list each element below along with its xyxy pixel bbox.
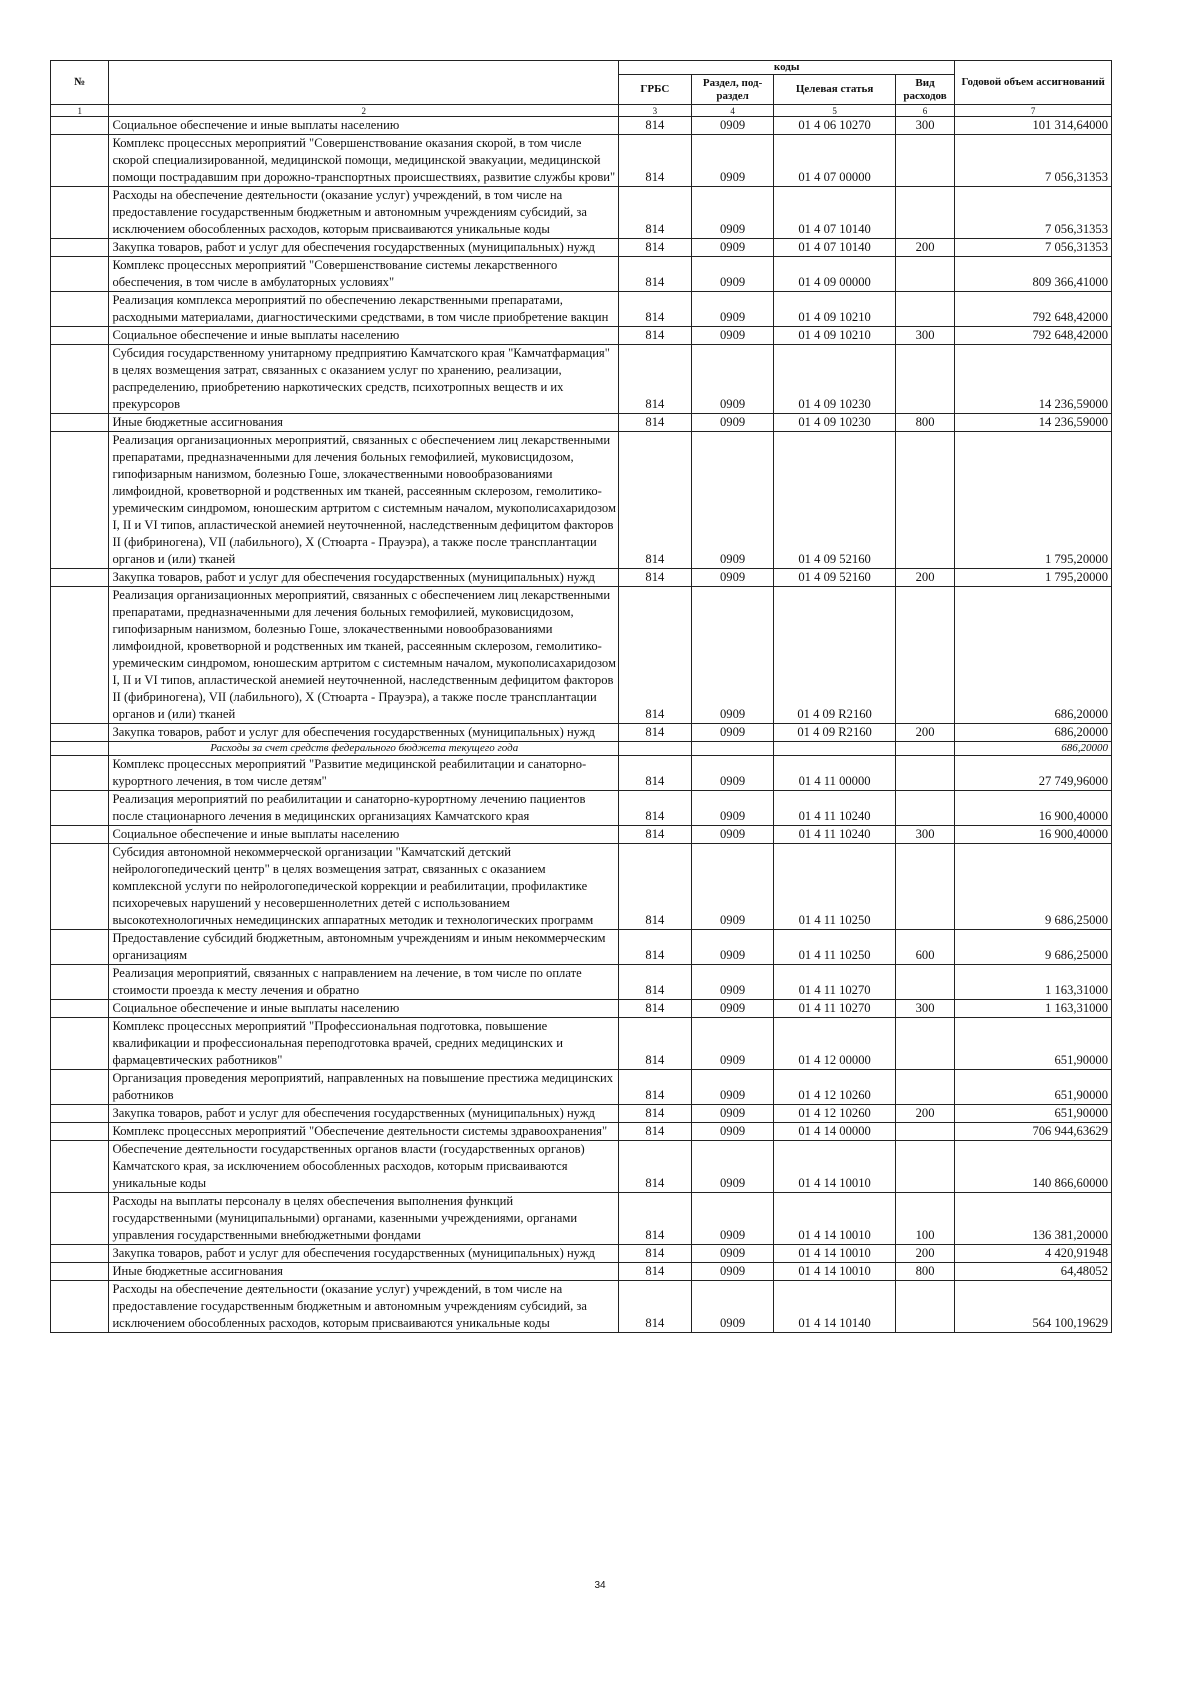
row-target: 01 4 09 10230 xyxy=(774,345,895,414)
col-number: 5 xyxy=(774,105,895,117)
table-row xyxy=(51,327,1112,345)
row-grbs: 814 xyxy=(618,756,691,791)
row-grbs: 814 xyxy=(618,826,691,844)
row-kind: 300 xyxy=(895,327,955,345)
col-number: 4 xyxy=(691,105,774,117)
col-number: 1 xyxy=(51,105,109,117)
row-target: 01 4 07 00000 xyxy=(774,135,895,187)
row-section: 0909 xyxy=(691,345,774,414)
row-grbs: 814 xyxy=(618,327,691,345)
row-grbs: 814 xyxy=(618,587,691,724)
row-section: 0909 xyxy=(691,1123,774,1141)
row-section: 0909 xyxy=(691,239,774,257)
row-num xyxy=(51,756,109,791)
row-name: Закупка товаров, работ и услуг для обеспечения государственных (муниципальных) нужд xyxy=(109,724,619,742)
row-target: 01 4 09 R2160 xyxy=(774,724,895,742)
row-target: 01 4 06 10270 xyxy=(774,117,895,135)
row-kind: 200 xyxy=(895,239,955,257)
row-kind: 100 xyxy=(895,1193,955,1245)
table-row xyxy=(51,965,1112,1000)
row-kind: 200 xyxy=(895,724,955,742)
header-target: Целевая статья xyxy=(774,75,895,105)
row-target: 01 4 11 10250 xyxy=(774,930,895,965)
col-number: 2 xyxy=(109,105,619,117)
header-annual: Годовой объем ассигнований xyxy=(955,61,1112,105)
row-name: Реализация комплекса мероприятий по обеспечению лекарственными препаратами, расходными материалами, диагностическими средствами, в том числе приобретение вакцин xyxy=(109,292,619,327)
row-kind xyxy=(895,135,955,187)
row-name: Социальное обеспечение и иные выплаты населению xyxy=(109,1000,619,1018)
row-amount: 651,90000 xyxy=(955,1018,1112,1070)
row-kind xyxy=(895,1123,955,1141)
budget-table-sheet xyxy=(50,60,1112,1333)
row-num xyxy=(51,1070,109,1105)
row-section: 0909 xyxy=(691,587,774,724)
row-kind: 200 xyxy=(895,1245,955,1263)
row-target: 01 4 14 10140 xyxy=(774,1281,895,1333)
row-num xyxy=(51,187,109,239)
row-section: 0909 xyxy=(691,930,774,965)
row-section: 0909 xyxy=(691,1263,774,1281)
row-target xyxy=(774,742,895,756)
row-num xyxy=(51,432,109,569)
row-kind xyxy=(895,187,955,239)
row-section: 0909 xyxy=(691,292,774,327)
row-target: 01 4 14 10010 xyxy=(774,1263,895,1281)
header-grbs: ГРБС xyxy=(618,75,691,105)
table-row xyxy=(51,756,1112,791)
row-grbs: 814 xyxy=(618,1070,691,1105)
row-amount: 651,90000 xyxy=(955,1105,1112,1123)
row-name: Комплекс процессных мероприятий "Развитие медицинской реабилитации и санаторно-курортного лечения, в том числе детям" xyxy=(109,756,619,791)
row-kind: 800 xyxy=(895,414,955,432)
row-name: Реализация мероприятий по реабилитации и санаторно-курортному лечению пациентов после стационарного лечения в медицинских организациях Камчатского края xyxy=(109,791,619,826)
row-section: 0909 xyxy=(691,791,774,826)
table-row xyxy=(51,117,1112,135)
row-amount: 4 420,91948 xyxy=(955,1245,1112,1263)
row-target: 01 4 11 10240 xyxy=(774,791,895,826)
row-section: 0909 xyxy=(691,1070,774,1105)
row-amount: 706 944,63629 xyxy=(955,1123,1112,1141)
table-row xyxy=(51,587,1112,724)
row-num xyxy=(51,135,109,187)
row-name: Субсидия государственному унитарному предприятию Камчатского края "Камчатфармация" в целях возмещения затрат, связанных с оказанием услуг по хранению, реализации, распределению, приобретению наркотических средств, психотропных веществ и их прекурсоров xyxy=(109,345,619,414)
table-row xyxy=(51,1018,1112,1070)
row-amount: 27 749,96000 xyxy=(955,756,1112,791)
row-kind xyxy=(895,965,955,1000)
row-name: Расходы на выплаты персоналу в целях обеспечения выполнения функций государственными (муниципальными) органами, казенными учреждениями, органами управления государственными внебюджетными фондами xyxy=(109,1193,619,1245)
row-amount: 686,20000 xyxy=(955,587,1112,724)
row-target: 01 4 11 10270 xyxy=(774,965,895,1000)
row-name: Иные бюджетные ассигнования xyxy=(109,414,619,432)
row-num xyxy=(51,117,109,135)
row-name: Обеспечение деятельности государственных органов власти (государственных органов) Камчатского края, за исключением обособленных расходов, которым присваиваются уникальные коды xyxy=(109,1141,619,1193)
row-target: 01 4 14 10010 xyxy=(774,1141,895,1193)
col-number: 7 xyxy=(955,105,1112,117)
row-name: Предоставление субсидий бюджетным, автономным учреждениям и иным некоммерческим организациям xyxy=(109,930,619,965)
col-number: 3 xyxy=(618,105,691,117)
row-amount: 792 648,42000 xyxy=(955,292,1112,327)
table-row xyxy=(51,414,1112,432)
row-name: Комплекс процессных мероприятий "Совершенствование системы лекарственного обеспечения, в том числе в амбулаторных условиях" xyxy=(109,257,619,292)
row-section xyxy=(691,742,774,756)
row-amount: 9 686,25000 xyxy=(955,930,1112,965)
row-num xyxy=(51,257,109,292)
row-amount: 1 795,20000 xyxy=(955,432,1112,569)
row-amount: 651,90000 xyxy=(955,1070,1112,1105)
header-codes: коды xyxy=(618,61,954,75)
table-row xyxy=(51,1193,1112,1245)
row-target: 01 4 09 52160 xyxy=(774,569,895,587)
row-kind xyxy=(895,844,955,930)
row-section: 0909 xyxy=(691,327,774,345)
row-section: 0909 xyxy=(691,257,774,292)
row-grbs: 814 xyxy=(618,1245,691,1263)
table-row xyxy=(51,1070,1112,1105)
row-amount: 1 795,20000 xyxy=(955,569,1112,587)
row-name: Организация проведения мероприятий, направленных на повышение престижа медицинских работников xyxy=(109,1070,619,1105)
row-name: Реализация мероприятий, связанных с направлением на лечение, в том числе по оплате стоимости проезда к месту лечения и обратно xyxy=(109,965,619,1000)
row-grbs: 814 xyxy=(618,1281,691,1333)
row-grbs: 814 xyxy=(618,1018,691,1070)
table-row xyxy=(51,930,1112,965)
row-target: 01 4 12 00000 xyxy=(774,1018,895,1070)
row-amount: 1 163,31000 xyxy=(955,965,1112,1000)
row-kind xyxy=(895,587,955,724)
row-grbs xyxy=(618,742,691,756)
row-section: 0909 xyxy=(691,1281,774,1333)
row-amount: 7 056,31353 xyxy=(955,135,1112,187)
row-amount: 14 236,59000 xyxy=(955,414,1112,432)
row-name: Социальное обеспечение и иные выплаты населению xyxy=(109,327,619,345)
table-row xyxy=(51,569,1112,587)
row-section: 0909 xyxy=(691,569,774,587)
row-num xyxy=(51,965,109,1000)
row-num xyxy=(51,1281,109,1333)
row-num xyxy=(51,569,109,587)
row-grbs: 814 xyxy=(618,791,691,826)
row-name: Комплекс процессных мероприятий "Совершенствование оказания скорой, в том числе скорой специализированной, медицинской помощи, медицинской эвакуации, медицинской помощи пострадавшим при дорожно-транспортных происшествиях, развитие службы крови" xyxy=(109,135,619,187)
row-amount: 686,20000 xyxy=(955,742,1112,756)
row-target: 01 4 11 00000 xyxy=(774,756,895,791)
header-kind: Вид расходов xyxy=(895,75,955,105)
row-target: 01 4 14 00000 xyxy=(774,1123,895,1141)
table-row xyxy=(51,1123,1112,1141)
table-row xyxy=(51,239,1112,257)
row-target: 01 4 09 10210 xyxy=(774,292,895,327)
row-target: 01 4 09 10210 xyxy=(774,327,895,345)
table-row xyxy=(51,257,1112,292)
row-section: 0909 xyxy=(691,135,774,187)
row-section: 0909 xyxy=(691,1018,774,1070)
row-section: 0909 xyxy=(691,187,774,239)
row-kind xyxy=(895,1141,955,1193)
row-num xyxy=(51,1018,109,1070)
row-grbs: 814 xyxy=(618,930,691,965)
row-num xyxy=(51,345,109,414)
row-amount: 9 686,25000 xyxy=(955,844,1112,930)
row-num xyxy=(51,414,109,432)
row-kind xyxy=(895,791,955,826)
table-row xyxy=(51,345,1112,414)
row-amount: 101 314,64000 xyxy=(955,117,1112,135)
row-num xyxy=(51,742,109,756)
table-row xyxy=(51,844,1112,930)
row-section: 0909 xyxy=(691,844,774,930)
table-row xyxy=(51,432,1112,569)
row-num xyxy=(51,292,109,327)
row-amount: 64,48052 xyxy=(955,1263,1112,1281)
row-grbs: 814 xyxy=(618,292,691,327)
table-row xyxy=(51,1281,1112,1333)
row-kind: 200 xyxy=(895,569,955,587)
row-kind xyxy=(895,345,955,414)
row-num xyxy=(51,1000,109,1018)
row-amount: 136 381,20000 xyxy=(955,1193,1112,1245)
table-row xyxy=(51,1263,1112,1281)
table-row xyxy=(51,187,1112,239)
row-section: 0909 xyxy=(691,756,774,791)
row-section: 0909 xyxy=(691,1245,774,1263)
row-num xyxy=(51,930,109,965)
row-target: 01 4 12 10260 xyxy=(774,1105,895,1123)
row-name: Комплекс процессных мероприятий "Обеспечение деятельности системы здравоохранения" xyxy=(109,1123,619,1141)
row-grbs: 814 xyxy=(618,724,691,742)
row-name: Закупка товаров, работ и услуг для обеспечения государственных (муниципальных) нужд xyxy=(109,569,619,587)
row-kind: 800 xyxy=(895,1263,955,1281)
row-num xyxy=(51,1141,109,1193)
row-amount: 140 866,60000 xyxy=(955,1141,1112,1193)
table-row xyxy=(51,1141,1112,1193)
row-grbs: 814 xyxy=(618,187,691,239)
row-amount: 564 100,19629 xyxy=(955,1281,1112,1333)
table-row xyxy=(51,826,1112,844)
table-row xyxy=(51,1000,1112,1018)
table-row xyxy=(51,135,1112,187)
row-name: Субсидия автономной некоммерческой организации "Камчатский детский нейрологопедический центр" в целях возмещения затрат, связанных с оказанием комплексной услуги по нейрологопедической коррекции и реабилитации, профилактике психоречевых нарушений у несовершеннолетних детей с использованием высокотехнологичных немедицинских аппаратных методик и технологических программ xyxy=(109,844,619,930)
row-target: 01 4 11 10240 xyxy=(774,826,895,844)
row-grbs: 814 xyxy=(618,1193,691,1245)
row-num xyxy=(51,239,109,257)
row-kind xyxy=(895,257,955,292)
row-kind: 600 xyxy=(895,930,955,965)
row-target: 01 4 11 10270 xyxy=(774,1000,895,1018)
header-section: Раздел, под- раздел xyxy=(691,75,774,105)
row-name: Расходы за счет средств федерального бюджета текущего года xyxy=(109,742,619,756)
row-section: 0909 xyxy=(691,414,774,432)
budget-table xyxy=(50,60,1112,1333)
row-section: 0909 xyxy=(691,1141,774,1193)
row-amount: 14 236,59000 xyxy=(955,345,1112,414)
row-num xyxy=(51,327,109,345)
row-grbs: 814 xyxy=(618,1141,691,1193)
row-section: 0909 xyxy=(691,965,774,1000)
row-kind: 300 xyxy=(895,117,955,135)
header-col-numbers xyxy=(51,105,1112,117)
row-amount: 7 056,31353 xyxy=(955,239,1112,257)
col-number: 6 xyxy=(895,105,955,117)
row-section: 0909 xyxy=(691,826,774,844)
row-num xyxy=(51,1105,109,1123)
row-kind xyxy=(895,742,955,756)
row-section: 0909 xyxy=(691,432,774,569)
row-grbs: 814 xyxy=(618,117,691,135)
row-section: 0909 xyxy=(691,1193,774,1245)
row-grbs: 814 xyxy=(618,432,691,569)
row-target: 01 4 09 00000 xyxy=(774,257,895,292)
header-name xyxy=(109,61,619,105)
row-name: Расходы на обеспечение деятельности (оказание услуг) учреждений, в том числе на предоставление государственным бюджетным и автономным учреждениям субсидий, за исключением обособленных расходов, которым присваиваются уникальные коды xyxy=(109,1281,619,1333)
row-amount: 7 056,31353 xyxy=(955,187,1112,239)
table-note-row xyxy=(51,742,1112,756)
row-grbs: 814 xyxy=(618,1263,691,1281)
row-num xyxy=(51,791,109,826)
table-body xyxy=(51,117,1112,1333)
header-num: № xyxy=(51,61,109,105)
row-grbs: 814 xyxy=(618,569,691,587)
row-target: 01 4 09 R2160 xyxy=(774,587,895,724)
row-amount: 686,20000 xyxy=(955,724,1112,742)
row-section: 0909 xyxy=(691,117,774,135)
row-amount: 809 366,41000 xyxy=(955,257,1112,292)
row-name: Закупка товаров, работ и услуг для обеспечения государственных (муниципальных) нужд xyxy=(109,1105,619,1123)
page-number: 34 xyxy=(594,1580,606,1591)
row-name: Комплекс процессных мероприятий "Профессиональная подготовка, повышение квалификации и профессиональная переподготовка врачей, средних медицинских и фармацевтических работников" xyxy=(109,1018,619,1070)
row-target: 01 4 14 10010 xyxy=(774,1245,895,1263)
table-row xyxy=(51,1245,1112,1263)
table-row xyxy=(51,292,1112,327)
row-target: 01 4 14 10010 xyxy=(774,1193,895,1245)
row-num xyxy=(51,1123,109,1141)
row-section: 0909 xyxy=(691,724,774,742)
row-amount: 1 163,31000 xyxy=(955,1000,1112,1018)
row-kind xyxy=(895,1281,955,1333)
row-name: Закупка товаров, работ и услуг для обеспечения государственных (муниципальных) нужд xyxy=(109,1245,619,1263)
row-name: Расходы на обеспечение деятельности (оказание услуг) учреждений, в том числе на предоставление государственным бюджетным и автономным учреждениям субсидий, за исключением обособленных расходов, которым присваиваются уникальные коды xyxy=(109,187,619,239)
row-amount: 792 648,42000 xyxy=(955,327,1112,345)
table-row xyxy=(51,1105,1112,1123)
row-num xyxy=(51,844,109,930)
row-grbs: 814 xyxy=(618,1105,691,1123)
table-row xyxy=(51,724,1112,742)
row-num xyxy=(51,1193,109,1245)
row-amount: 16 900,40000 xyxy=(955,826,1112,844)
row-name: Иные бюджетные ассигнования xyxy=(109,1263,619,1281)
row-target: 01 4 09 10230 xyxy=(774,414,895,432)
row-amount: 16 900,40000 xyxy=(955,791,1112,826)
row-grbs: 814 xyxy=(618,257,691,292)
row-grbs: 814 xyxy=(618,844,691,930)
row-kind: 300 xyxy=(895,826,955,844)
row-kind xyxy=(895,1070,955,1105)
row-target: 01 4 11 10250 xyxy=(774,844,895,930)
row-kind xyxy=(895,432,955,569)
row-name: Реализация организационных мероприятий, связанных с обеспечением лиц лекарственными препаратами, предназначенными для лечения больных гемофилией, муковисцидозом, гипофизарным нанизмом, болезнью Гоше, злокачественными новообразованиями лимфоидной, кроветворной и родственных им тканей, рассеянным склерозом, гемолитико-уремическим синдромом, юношеским артритом с системным началом, мукополисахаридозом I, II и VI типов, апластической анемией неуточненной, наследственным дефицитом факторов II (фибриногена), VII (лабильного), X (Стюарта - Прауэра), а также после трансплантации органов и (или) тканей xyxy=(109,432,619,569)
row-num xyxy=(51,724,109,742)
row-target: 01 4 12 10260 xyxy=(774,1070,895,1105)
row-num xyxy=(51,587,109,724)
row-grbs: 814 xyxy=(618,1123,691,1141)
row-kind xyxy=(895,756,955,791)
row-num xyxy=(51,1245,109,1263)
row-grbs: 814 xyxy=(618,239,691,257)
row-grbs: 814 xyxy=(618,414,691,432)
row-grbs: 814 xyxy=(618,345,691,414)
row-target: 01 4 07 10140 xyxy=(774,239,895,257)
row-target: 01 4 09 52160 xyxy=(774,432,895,569)
row-target: 01 4 07 10140 xyxy=(774,187,895,239)
row-section: 0909 xyxy=(691,1105,774,1123)
row-kind xyxy=(895,1018,955,1070)
row-kind xyxy=(895,292,955,327)
row-grbs: 814 xyxy=(618,1000,691,1018)
row-section: 0909 xyxy=(691,1000,774,1018)
row-grbs: 814 xyxy=(618,965,691,1000)
row-name: Реализация организационных мероприятий, связанных с обеспечением лиц лекарственными препаратами, предназначенными для лечения больных гемофилией, муковисцидозом, гипофизарным нанизмом, болезнью Гоше, злокачественными новообразованиями лимфоидной, кроветворной и родственных им тканей, рассеянным склерозом, гемолитико-уремическим синдромом, юношеским артритом с системным началом, мукополисахаридозом I, II и VI типов, апластической анемией неуточненной, наследственным дефицитом факторов II (фибриногена), VII (лабильного), X (Стюарта - Прауэра), а также после трансплантации органов и (или) тканей xyxy=(109,587,619,724)
row-grbs: 814 xyxy=(618,135,691,187)
row-name: Социальное обеспечение и иные выплаты населению xyxy=(109,826,619,844)
table-header xyxy=(51,61,1112,117)
row-num xyxy=(51,826,109,844)
row-kind: 300 xyxy=(895,1000,955,1018)
row-kind: 200 xyxy=(895,1105,955,1123)
table-row xyxy=(51,791,1112,826)
row-name: Закупка товаров, работ и услуг для обеспечения государственных (муниципальных) нужд xyxy=(109,239,619,257)
row-num xyxy=(51,1263,109,1281)
row-name: Социальное обеспечение и иные выплаты населению xyxy=(109,117,619,135)
